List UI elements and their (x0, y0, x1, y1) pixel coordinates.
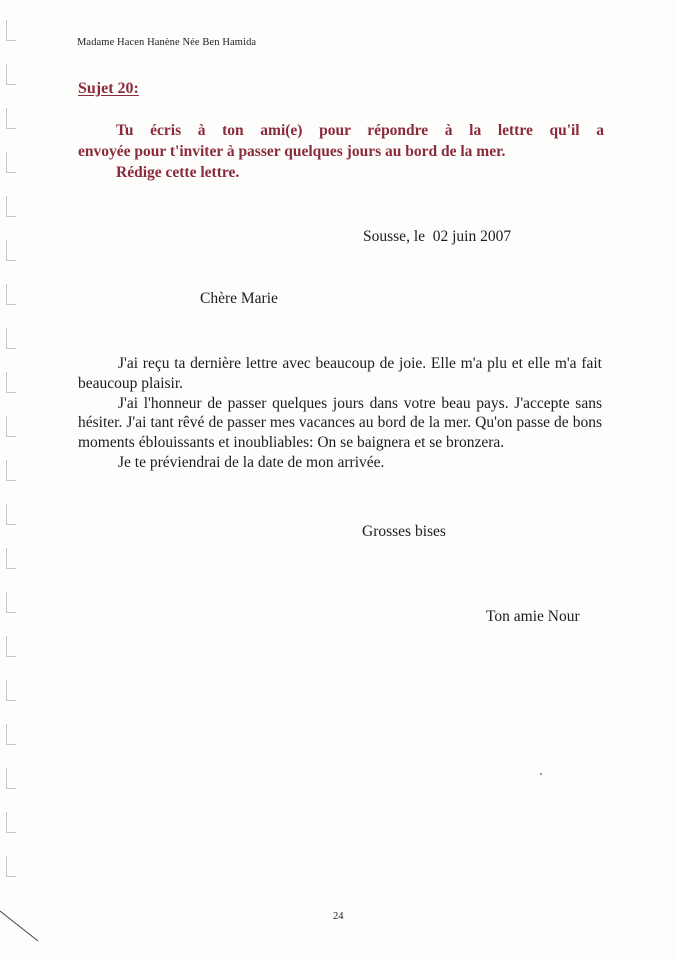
subject-prompt (78, 120, 604, 183)
letter-paragraph: J'ai l'honneur de passer quelques jours dans votre beau pays. J'accepte sans hésiter. J'ai tant rêvé de passer mes vacances au bord de la mer. Qu'on passe de bons moments éblouissants et inoubliables: On se baignera et se bronzera. (78, 394, 602, 452)
letter-paragraph: J'ai reçu ta dernière lettre avec beaucoup de joie. Elle m'a plu et elle m'a fait beaucoup plaisir. (78, 355, 602, 392)
salutation: Chère Marie (200, 290, 278, 307)
closing: Grosses bises (362, 523, 446, 540)
prompt-line-1: Tu écris à ton ami(e) pour répondre à la lettre qu'il a (116, 122, 604, 139)
prompt-line-3: Rédige cette lettre. (116, 164, 240, 181)
page-number: 24 (333, 911, 344, 922)
binding-margin-marks (6, 20, 20, 940)
signature: Ton amie Nour (486, 608, 580, 625)
page-corner-fold (0, 905, 40, 945)
place-date: Sousse, le 02 juin 2007 (363, 228, 512, 245)
prompt-line-2: envoyée pour t'inviter à passer quelques jours au bord de la mer. (78, 143, 506, 160)
letter-paragraph: Je te préviendrai de la date de mon arrivée. (118, 453, 385, 471)
author-header: Madame Hacen Hanène Née Ben Hamida (77, 37, 257, 48)
subject-title: Sujet 20: (78, 80, 139, 97)
letter-body (78, 354, 602, 473)
scan-speck (540, 773, 542, 775)
